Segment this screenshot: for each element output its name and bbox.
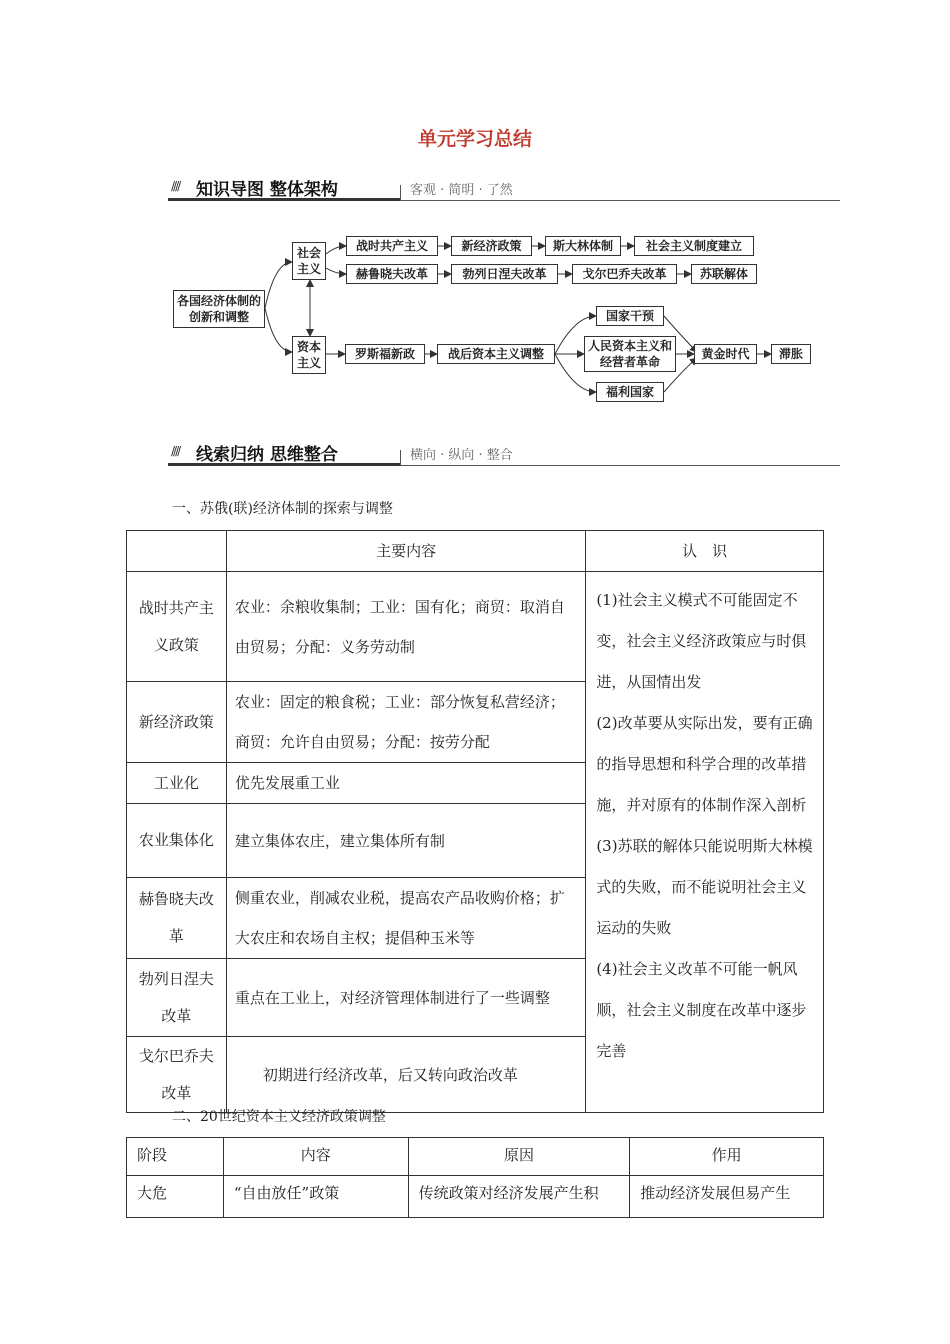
content-cell: 侧重农业，削减农业税，提高农产品收购价格；扩大农庄和农场自主权；提倡种玉米等 xyxy=(226,878,585,959)
header-cell: 主要内容 xyxy=(226,531,585,572)
content-cell: 建立集体农庄，建立集体所有制 xyxy=(226,804,585,878)
stripe-icon: //// xyxy=(171,444,180,458)
recognition-item: (2)改革要从实际出发，要有正确的指导思想和科学合理的改革措施，并对原有的体制作深入剖析 xyxy=(596,714,813,814)
table-row xyxy=(127,572,824,682)
stage-cell: 农业集体化 xyxy=(127,804,227,878)
section-heading: 线索归纳 思维整合 xyxy=(196,445,338,465)
table-cell: 推动经济发展但易产生 xyxy=(630,1176,824,1218)
capitalism-policy-table xyxy=(126,1137,824,1218)
stage-cell: 新经济政策 xyxy=(127,682,227,763)
header-cell: 内容 xyxy=(223,1138,408,1176)
node-state-intervention: 国家干预 xyxy=(596,306,664,326)
section-heading: 知识导图 整体架构 xyxy=(196,180,338,200)
recognition-item: (1)社会主义模式不可能固定不变，社会主义经济政策应与时俱进，从国情出发 xyxy=(596,591,807,691)
stage-cell: 战时共产主义政策 xyxy=(127,572,227,682)
table-cell: 大危 xyxy=(127,1176,224,1218)
section-header-clues xyxy=(168,437,840,473)
header-cell: 原因 xyxy=(408,1138,630,1176)
content-cell: 初期进行经济改革，后又转向政治改革 xyxy=(226,1037,585,1113)
table-row xyxy=(127,1176,824,1218)
stage-cell: 工业化 xyxy=(127,763,227,804)
node-gorbachev: 戈尔巴乔夫改革 xyxy=(572,264,677,284)
knowledge-map-diagram xyxy=(0,0,950,410)
node-socialism-established: 社会主义制度建立 xyxy=(634,236,754,256)
content-cell: 重点在工业上，对经济管理体制进行了一些调整 xyxy=(226,959,585,1037)
node-stagflation: 滞胀 xyxy=(771,344,811,364)
node-ussr-dissolution: 苏联解体 xyxy=(691,264,757,284)
content-cell: 农业：固定的粮食税；工业：部分恢复私营经济；商贸：允许自由贸易；分配：按劳分配 xyxy=(226,682,585,763)
stage-cell: 赫鲁晓夫改革 xyxy=(127,878,227,959)
node-new-deal: 罗斯福新政 xyxy=(345,344,425,364)
stage-cell: 戈尔巴乔夫改革 xyxy=(127,1037,227,1113)
node-war-communism: 战时共产主义 xyxy=(346,236,438,256)
recognition-cell xyxy=(586,572,824,1113)
table-cell: “自由放任”政策 xyxy=(223,1176,408,1218)
node-golden-age: 黄金时代 xyxy=(694,344,757,364)
socialism-node: 社会主义 xyxy=(292,242,326,280)
table-cell: 传统政策对经济发展产生积 xyxy=(408,1176,630,1218)
header-cell: 认 识 xyxy=(586,531,824,572)
node-welfare-state: 福利国家 xyxy=(596,382,664,402)
header-cell xyxy=(127,531,227,572)
node-postwar-adjustment: 战后资本主义调整 xyxy=(437,344,555,364)
node-stalin-system: 斯大林体制 xyxy=(545,236,621,256)
section-subheading: 客观 · 简明 · 了然 xyxy=(410,183,513,198)
stripe-icon: //// xyxy=(171,179,180,193)
header-cell: 作用 xyxy=(630,1138,824,1176)
node-peoples-capitalism: 人民资本主义和经营者革命 xyxy=(584,336,676,372)
content-cell: 优先发展重工业 xyxy=(226,763,585,804)
recognition-item: (3)苏联的解体只能说明斯大林模式的失败，而不能说明社会主义运动的失败 xyxy=(596,837,813,937)
stage-cell: 勃列日涅夫改革 xyxy=(127,959,227,1037)
part2-caption: 二、20世纪资本主义经济政策调整 xyxy=(172,1109,386,1125)
page-title: 单元学习总结 xyxy=(417,128,532,150)
node-nep: 新经济政策 xyxy=(451,236,532,256)
section-subheading: 横向 · 纵向 · 整合 xyxy=(410,448,513,463)
recognition-item: (4)社会主义改革不可能一帆风顺，社会主义制度在改革中逐步完善 xyxy=(596,960,807,1060)
table-header-row xyxy=(127,1138,824,1176)
node-khrushchev: 赫鲁晓夫改革 xyxy=(346,264,438,284)
header-cell: 阶段 xyxy=(127,1138,224,1176)
root-node: 各国经济体制的创新和调整 xyxy=(173,290,265,328)
node-brezhnev: 勃列日涅夫改革 xyxy=(451,264,558,284)
table-header-row xyxy=(127,531,824,572)
content-cell: 农业：余粮收集制；工业：国有化；商贸：取消自由贸易；分配：义务劳动制 xyxy=(226,572,585,682)
part1-caption: 一、苏俄(联)经济体制的探索与调整 xyxy=(172,501,393,517)
soviet-economy-table xyxy=(126,530,824,1113)
capitalism-node: 资本主义 xyxy=(292,336,326,374)
